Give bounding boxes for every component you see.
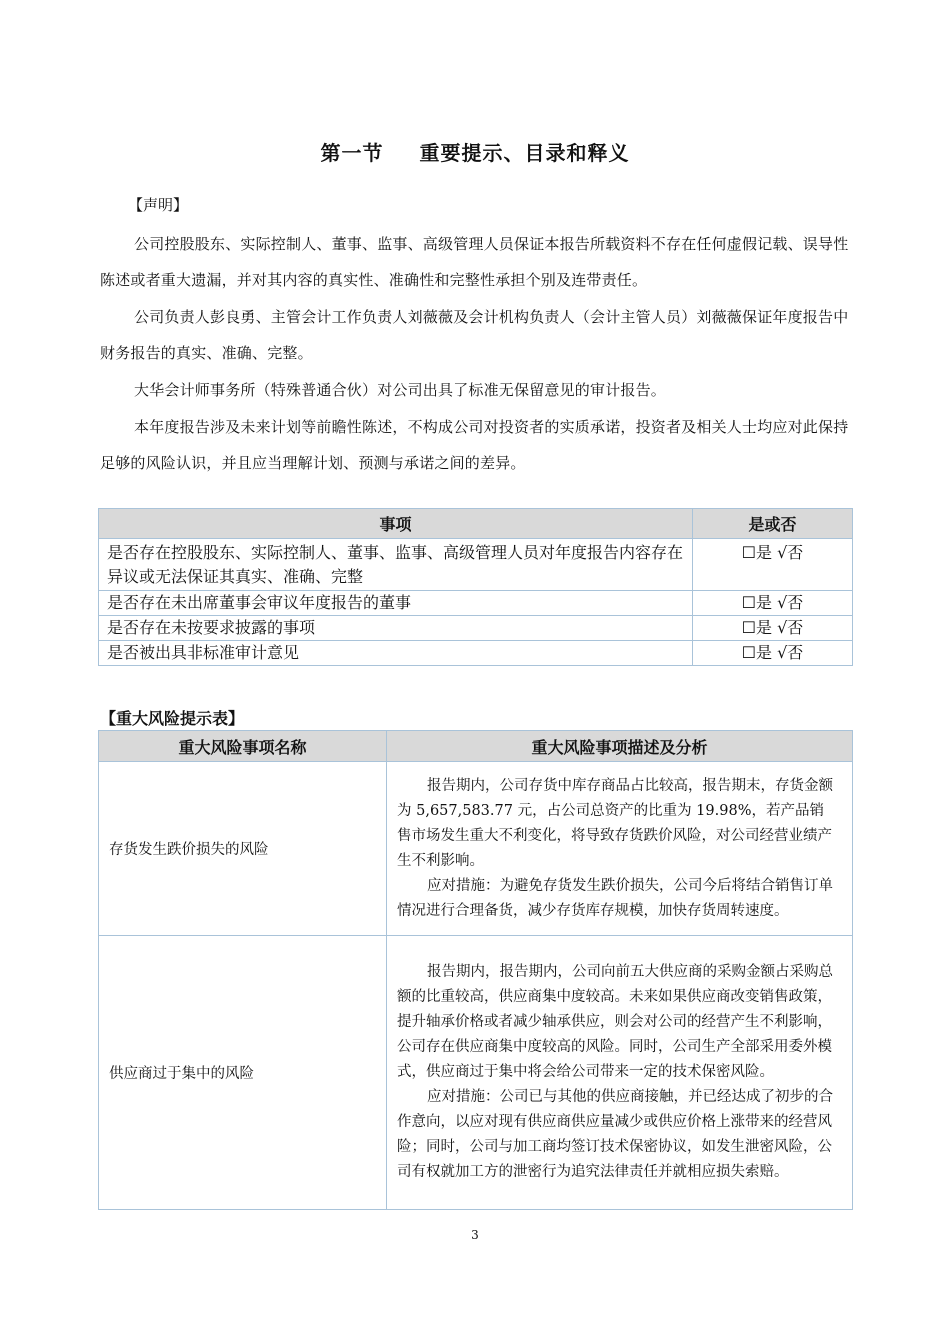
matter-item: 是否存在未按要求披露的事项 bbox=[99, 616, 693, 641]
risk-header-name: 重大风险事项名称 bbox=[99, 731, 387, 762]
table-row bbox=[99, 762, 853, 936]
section-number: 第一节 bbox=[320, 141, 384, 165]
risk-description-paragraph: 报告期内，报告期内，公司向前五大供应商的采购金额占采购总额的比重较高，供应商集中度较高。未来如果供应商改变销售政策，提升轴承价格或者减少轴承供应，则会对公司的经营产生不利影响，公司存在供应商集中度较高的风险。同时，公司生产全部采用委外模式，供应商过于集中将会给公司带来一定的技术保密风险。 bbox=[397, 964, 833, 1080]
matters-header-item: 事项 bbox=[99, 509, 693, 539]
matter-item: 是否被出具非标准审计意见 bbox=[99, 641, 693, 666]
table-row bbox=[99, 936, 853, 1210]
matters-table bbox=[98, 508, 853, 666]
risk-name: 存货发生跌价损失的风险 bbox=[99, 762, 387, 936]
matter-item: 是否存在未出席董事会审议年度报告的董事 bbox=[99, 591, 693, 616]
risk-header-desc: 重大风险事项描述及分析 bbox=[387, 731, 853, 762]
table-row bbox=[99, 591, 853, 616]
matters-header-row bbox=[99, 509, 853, 539]
risk-table-heading: 【重大风险提示表】 bbox=[100, 709, 245, 728]
risk-header-row bbox=[99, 731, 853, 762]
risk-description bbox=[387, 762, 853, 936]
matter-item: 是否存在控股股东、实际控制人、董事、监事、高级管理人员对年度报告内容存在异议或无法保证其真实、准确、完整 bbox=[99, 539, 693, 591]
statement-paragraph-4: 本年度报告涉及未来计划等前瞻性陈述，不构成公司对投资者的实质承诺，投资者及相关人士均应对此保持足够的风险认识，并且应当理解计划、预测与承诺之间的差异。 bbox=[100, 418, 849, 472]
matter-answer: ☐是 √否 bbox=[693, 616, 853, 641]
table-row bbox=[99, 616, 853, 641]
risk-description-paragraph: 应对措施：公司已与其他的供应商接触，并已经达成了初步的合作意向，以应对现有供应商供应量减少或供应价格上涨带来的经营风险；同时，公司与加工商均签订技术保密协议，如发生泄密风险，公司有权就加工方的泄密行为追究法律责任并就相应损失索赔。 bbox=[397, 1089, 833, 1180]
matter-answer: ☐是 √否 bbox=[693, 539, 853, 591]
statement-heading: 【声明】 bbox=[128, 196, 189, 214]
statement-paragraph-1: 公司控股股东、实际控制人、董事、监事、高级管理人员保证本报告所载资料不存在任何虚假记载、误导性陈述或者重大遗漏，并对其内容的真实性、准确性和完整性承担个别及连带责任。 bbox=[100, 235, 849, 289]
statement-paragraph-2: 公司负责人彭良勇、主管会计工作负责人刘薇薇及会计机构负责人（会计主管人员）刘薇薇保证年度报告中财务报告的真实、准确、完整。 bbox=[100, 308, 849, 362]
table-row bbox=[99, 641, 853, 666]
matter-answer: ☐是 √否 bbox=[693, 641, 853, 666]
statement-paragraph-3: 大华会计师事务所（特殊普通合伙）对公司出具了标准无保留意见的审计报告。 bbox=[134, 381, 667, 399]
risk-table bbox=[98, 730, 853, 1210]
section-title bbox=[0, 137, 950, 166]
table-row bbox=[99, 539, 853, 591]
risk-description-paragraph: 应对措施：为避免存货发生跌价损失，公司今后将结合销售订单情况进行合理备货，减少存货库存规模，加快存货周转速度。 bbox=[397, 877, 833, 919]
matter-answer: ☐是 √否 bbox=[693, 591, 853, 616]
section-heading: 重要提示、目录和释义 bbox=[419, 141, 630, 165]
risk-description bbox=[387, 936, 853, 1210]
risk-description-paragraph: 报告期内，公司存货中库存商品占比较高，报告期末，存货金额为 5,657,583.77 元，占公司总资产的比重为 19.98%，若产品销售市场发生重大不利变化，将导致存货跌价风险，对公司经营业绩产生不利影响。 bbox=[397, 777, 833, 869]
matters-header-answer: 是或否 bbox=[693, 509, 853, 539]
page-number: 3 bbox=[471, 1228, 479, 1242]
risk-name: 供应商过于集中的风险 bbox=[99, 936, 387, 1210]
